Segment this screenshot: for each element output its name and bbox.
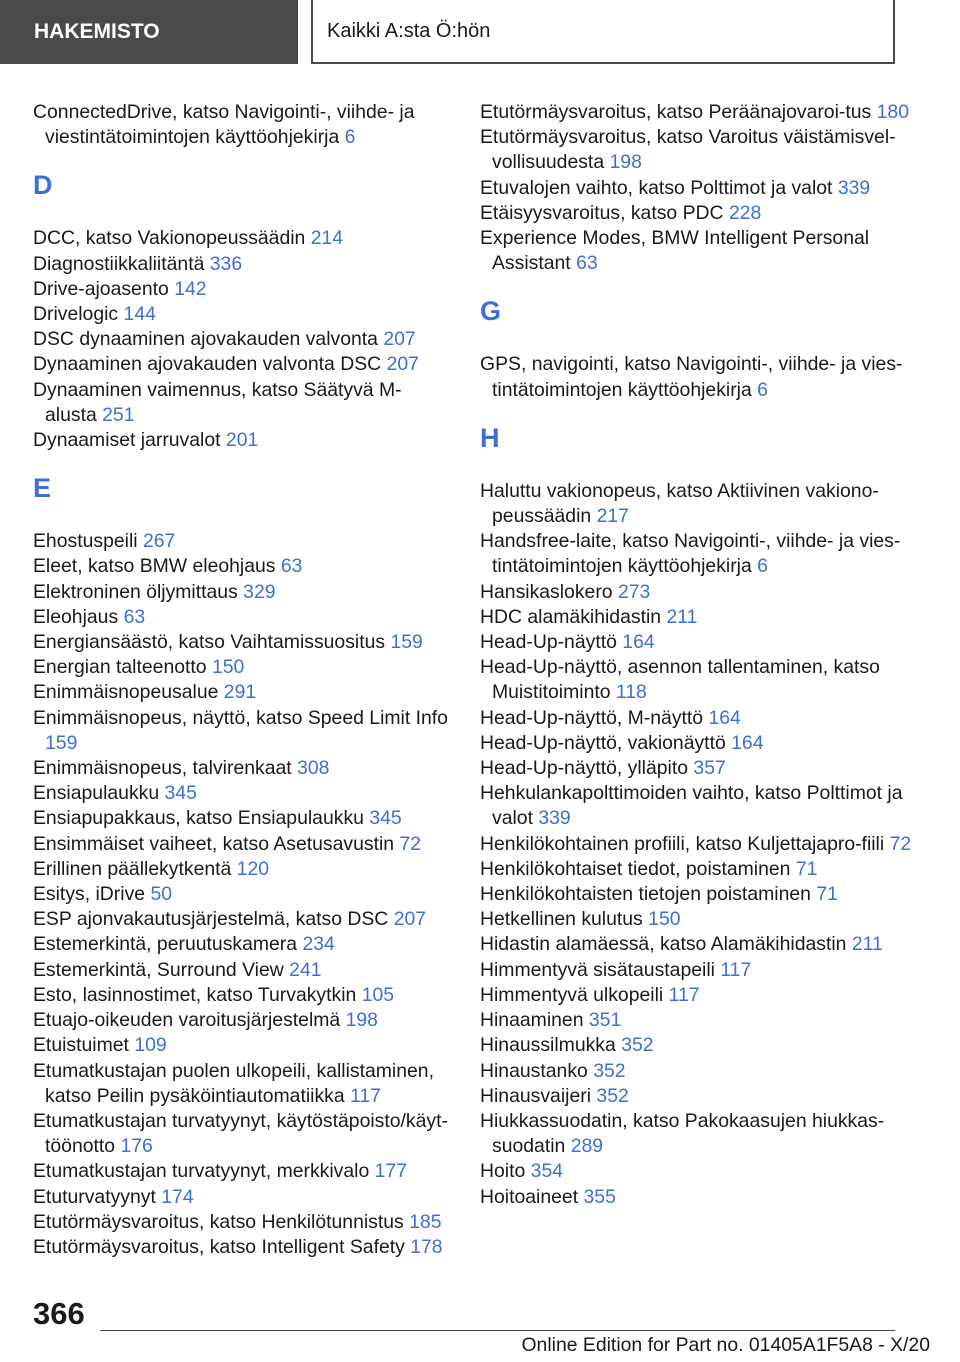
- index-entry-text: Head-Up-näyttö, ylläpito: [480, 757, 689, 780]
- index-entry: [33, 655, 453, 680]
- index-entry-text: Etutörmäysvaroitus, katso Henkilötunnistus: [33, 1210, 404, 1233]
- index-entry-text: Experience Modes, BMW Intelligent Personal Assistant: [480, 227, 870, 275]
- index-entry: [33, 1210, 453, 1235]
- index-entry-text: ConnectedDrive, katso Navigointi-, viihde- ja viestintätoimintojen käyttöohjekirja: [33, 101, 415, 149]
- index-entry-text: Diagnostiikkaliitäntä: [33, 252, 205, 275]
- index-entry-text: Esto, lasinnostimet, katso Turvakytkin: [33, 983, 357, 1006]
- index-entry: [33, 1235, 453, 1260]
- index-entry: [33, 1008, 453, 1033]
- page-reference-link[interactable]: 105: [361, 983, 395, 1006]
- index-entry: [33, 983, 453, 1008]
- page-reference-link[interactable]: 159: [45, 731, 78, 754]
- index-entry-text: Ensimmäiset vaiheet, katso Asetusavustin: [33, 832, 395, 855]
- index-entry-text: Energiansäästö, katso Vaihtamissuositus: [33, 631, 386, 654]
- page-reference-link[interactable]: 228: [728, 201, 762, 224]
- index-entry-text: Ehostuspeili: [33, 530, 138, 553]
- index-entry: [480, 907, 920, 932]
- page-reference-link[interactable]: 207: [383, 328, 416, 351]
- page-reference-link[interactable]: 289: [570, 1135, 604, 1158]
- index-entry: [33, 580, 453, 605]
- page-reference-link[interactable]: 164: [731, 731, 764, 754]
- index-entry-text: Drive-ajoasento: [33, 277, 169, 300]
- page-reference-link[interactable]: 211: [851, 933, 883, 956]
- index-entry: [33, 907, 453, 932]
- index-entry-text: Dynaaminen vaimennus, katso Säätyvä M-alusta: [33, 378, 402, 426]
- index-entry: [480, 176, 920, 201]
- index-entry-text: Estemerkintä, peruutuskamera: [33, 933, 298, 956]
- index-entry-text: Head-Up-näyttö: [480, 631, 617, 654]
- index-entry-text: Elektroninen öljymittaus: [33, 580, 238, 603]
- page-reference-link[interactable]: 176: [120, 1135, 153, 1158]
- page-reference-link[interactable]: 63: [576, 252, 598, 275]
- index-entry-text: Dynaamiset jarruvalot: [33, 429, 221, 452]
- index-letter-heading: H: [480, 422, 500, 453]
- index-entry: [33, 680, 453, 705]
- index-entry: [480, 1008, 920, 1033]
- page-reference-link[interactable]: 71: [795, 857, 818, 880]
- footer-divider: [100, 1330, 895, 1331]
- page-reference-link[interactable]: 198: [609, 151, 642, 174]
- index-entry-text: Etuistuimet: [33, 1034, 129, 1057]
- page-reference-link[interactable]: 164: [708, 706, 741, 729]
- page-reference-link[interactable]: 150: [648, 908, 681, 931]
- page-number: 366: [33, 1296, 85, 1331]
- page-reference-link[interactable]: 120: [236, 857, 270, 880]
- index-entry: [480, 832, 920, 857]
- index-entry: [33, 806, 453, 831]
- index-entry-text: Haluttu vakionopeus, katso Aktiivinen vakiono-peussäädin: [480, 479, 879, 528]
- index-entry: [33, 529, 453, 554]
- index-entry: [480, 201, 920, 226]
- page-reference-link[interactable]: 142: [174, 277, 207, 300]
- index-entry-text: Esitys, iDrive: [33, 883, 146, 906]
- index-entry-text: Enimmäisnopeusalue: [33, 681, 219, 704]
- index-entry: [480, 756, 920, 781]
- index-entry: [33, 226, 453, 251]
- index-entry: [480, 781, 920, 831]
- page-reference-link[interactable]: 144: [123, 303, 156, 326]
- index-entry: [33, 756, 453, 781]
- index-entry-text: Etumatkustajan puolen ulkopeili, kallistaminen, katso Peilin pysäköintiautomatiikka: [33, 1059, 434, 1107]
- page-reference-link[interactable]: 267: [142, 530, 176, 553]
- index-letter-heading: G: [480, 296, 502, 327]
- index-entry: [33, 428, 453, 453]
- page-reference-link[interactable]: 329: [243, 580, 276, 603]
- index-entry: [480, 857, 920, 882]
- index-entry: [33, 882, 453, 907]
- index-entry: [33, 252, 453, 277]
- index-entry-text: Etutörmäysvaroitus, katso Peräänajovaroi-tus: [480, 101, 872, 123]
- index-entry: [33, 857, 453, 882]
- page-reference-link[interactable]: 351: [588, 1009, 622, 1032]
- page-reference-link[interactable]: 214: [310, 227, 344, 250]
- index-entry-text: ESP ajonvakautusjärjestelmä, katso DSC: [33, 908, 389, 931]
- page-reference-link[interactable]: 159: [390, 631, 423, 654]
- index-entry: [480, 882, 920, 907]
- index-entry-text: Hehkulankapolttimoiden vaihto, katso Polttimot ja valot: [480, 782, 903, 830]
- page-reference-link[interactable]: 308: [297, 757, 330, 780]
- page-reference-link[interactable]: 355: [583, 1185, 616, 1208]
- index-entry: [480, 983, 920, 1008]
- page-reference-link[interactable]: 207: [386, 353, 419, 376]
- index-entry-text: Ensiapulaukku: [33, 782, 160, 805]
- index-entry-text: Energian talteenotto: [33, 656, 207, 679]
- index-entry-text: Handsfree-laite, katso Navigointi-, viihde- ja vies-tintätoimintojen käyttöohjekirja: [480, 530, 901, 578]
- index-entry: [480, 605, 920, 630]
- index-entry-text: HDC alamäkihidastin: [480, 605, 662, 628]
- index-entry-text: Hetkellinen kulutus: [480, 908, 643, 931]
- page-reference-link[interactable]: 354: [530, 1160, 564, 1183]
- page-reference-link[interactable]: 72: [399, 832, 422, 855]
- page-reference-link[interactable]: 339: [837, 176, 871, 199]
- page-reference-link[interactable]: 177: [374, 1160, 407, 1183]
- page-reference-link[interactable]: 178: [410, 1235, 443, 1258]
- index-column-right: [480, 100, 920, 1210]
- page-reference-link[interactable]: 117: [720, 958, 752, 981]
- index-entry-text: Hinaaminen: [480, 1009, 584, 1032]
- page-reference-link[interactable]: 150: [211, 656, 245, 679]
- index-entry-text: Etuajo-oikeuden varoitusjärjestelmä: [33, 1009, 341, 1032]
- page-reference-link[interactable]: 50: [150, 883, 173, 906]
- page-reference-link[interactable]: 198: [345, 1009, 378, 1032]
- index-entry-text: Hansikaslokero: [480, 580, 613, 603]
- page-reference-link[interactable]: 164: [622, 631, 655, 654]
- page-reference-link[interactable]: 117: [668, 983, 700, 1006]
- page-reference-link[interactable]: 217: [596, 505, 629, 528]
- index-entry-text: Hoitoaineet: [480, 1185, 579, 1208]
- index-entry: [33, 781, 453, 806]
- index-entry-text: GPS, navigointi, katso Navigointi-, viihde- ja vies-tintätoimintojen käyttöohjekirja: [480, 353, 903, 401]
- index-entry-text: Estemerkintä, Surround View: [33, 958, 284, 981]
- index-entry-text: Head-Up-näyttö, asennon tallentaminen, katso Muistitoiminto: [480, 656, 880, 704]
- index-entry-text: Etuturvatyynyt: [33, 1185, 156, 1208]
- index-entry: [33, 832, 453, 857]
- index-entry-text: Etumatkustajan turvatyynyt, merkkivalo: [33, 1160, 370, 1183]
- page-reference-link[interactable]: 352: [596, 1084, 629, 1107]
- page-reference-link[interactable]: 6: [757, 378, 768, 401]
- index-entry: [480, 958, 920, 983]
- page-reference-link[interactable]: 6: [344, 126, 356, 149]
- index-entry: [480, 655, 920, 705]
- page-reference-link[interactable]: 201: [225, 429, 259, 452]
- subtitle-tab[interactable]: Kaikki A:sta Ö:hön: [311, 0, 895, 64]
- page-reference-link[interactable]: 291: [223, 681, 257, 704]
- index-entry: [33, 1109, 453, 1159]
- index-entry: [33, 706, 453, 756]
- index-entry: [480, 226, 920, 276]
- index-entry-text: Hinaustanko: [480, 1059, 588, 1082]
- index-entry-text: Henkilökohtaiset tiedot, poistaminen: [480, 857, 791, 880]
- index-entry: [480, 932, 920, 957]
- index-entry: [480, 125, 920, 175]
- index-entry-text: Himmentyvä ulkopeili: [480, 983, 664, 1006]
- index-entry-text: Henkilökohtainen profiili, katso Kuljettajapro-fiili: [480, 832, 885, 855]
- index-entry-text: Etutörmäysvaroitus, katso Varoitus väistämisvel-vollisuudesta: [480, 126, 896, 174]
- index-entry: [480, 1033, 920, 1058]
- page-reference-link[interactable]: 174: [161, 1185, 194, 1208]
- index-entry: [33, 327, 453, 352]
- page-reference-link[interactable]: 357: [693, 757, 726, 780]
- page-reference-link[interactable]: 207: [393, 908, 427, 931]
- index-entry-text: Head-Up-näyttö, vakionäyttö: [480, 731, 726, 754]
- index-entry: [480, 706, 920, 731]
- index-entry-text: Dynaaminen ajovakauden valvonta DSC: [33, 353, 382, 376]
- page-reference-link[interactable]: 345: [369, 807, 402, 830]
- page-reference-link[interactable]: 6: [757, 555, 768, 578]
- page-reference-link[interactable]: 339: [538, 807, 571, 830]
- index-entry: [33, 352, 453, 377]
- index-entry-text: Etuvalojen vaihto, katso Polttimot ja valot: [480, 176, 833, 199]
- index-entry-text: DCC, katso Vakionopeussäädin: [33, 227, 306, 250]
- index-entry-text: Henkilökohtaisten tietojen poistaminen: [480, 883, 811, 906]
- index-entry: [33, 100, 453, 150]
- index-entry-text: Hidastin alamäessä, katso Alamäkihidastin: [480, 933, 847, 956]
- index-entry: [33, 554, 453, 579]
- index-entry-text: Etäisyysvaroitus, katso PDC: [480, 201, 724, 224]
- index-entry: [33, 1033, 453, 1058]
- page-reference-link[interactable]: 352: [593, 1059, 626, 1082]
- index-entry-text: Head-Up-näyttö, M-näyttö: [480, 706, 704, 729]
- index-entry: [480, 1185, 920, 1210]
- index-letter-heading: D: [33, 170, 53, 201]
- index-entry-text: Hiukkassuodatin, katso Pakokaasujen hiukkas-suodatin: [480, 1109, 885, 1158]
- index-entry-text: Etumatkustajan turvatyynyt, käytöstäpoisto/käyt-töönotto: [33, 1109, 448, 1158]
- page-reference-link[interactable]: 336: [209, 252, 243, 275]
- index-entry: [33, 302, 453, 327]
- index-entry-text: Ensiapupakkaus, katso Ensiapulaukku: [33, 807, 364, 830]
- page-reference-link[interactable]: 211: [666, 605, 698, 628]
- page-reference-link[interactable]: 180: [876, 101, 909, 123]
- index-entry: [480, 580, 920, 605]
- index-entry: [33, 277, 453, 302]
- page-reference-link[interactable]: 241: [289, 958, 322, 981]
- index-letter-heading: E: [33, 473, 52, 504]
- index-entry-text: DSC dynaaminen ajovakauden valvonta: [33, 328, 378, 351]
- index-entry: [480, 1109, 920, 1159]
- index-entry-text: Hoito: [480, 1160, 526, 1183]
- index-entry: [33, 932, 453, 957]
- index-entry-text: Hinausvaijeri: [480, 1084, 592, 1107]
- index-entry-text: Etutörmäysvaroitus, katso Intelligent Safety: [33, 1235, 405, 1258]
- index-entry: [480, 630, 920, 655]
- page-reference-link[interactable]: 117: [350, 1084, 381, 1107]
- index-entry: [480, 1159, 920, 1184]
- page-reference-link[interactable]: 71: [816, 883, 838, 906]
- index-entry: [33, 1185, 453, 1210]
- index-entry-text: Himmentyvä sisätaustapeili: [480, 958, 715, 981]
- header: [0, 0, 960, 66]
- index-entry: [480, 1059, 920, 1084]
- index-entry: [33, 1159, 453, 1184]
- page-reference-link[interactable]: 118: [615, 681, 647, 704]
- page-reference-link[interactable]: 345: [164, 782, 197, 805]
- page-reference-link[interactable]: 63: [280, 555, 303, 578]
- section-tab[interactable]: HAKEMISTO: [0, 0, 298, 64]
- page-reference-link[interactable]: 234: [302, 933, 335, 956]
- index-entry: [480, 731, 920, 756]
- page-reference-link[interactable]: 63: [123, 605, 146, 628]
- index-entry-text: Eleohjaus: [33, 605, 119, 628]
- page-reference-link[interactable]: 352: [621, 1034, 654, 1057]
- index-entry: [33, 958, 453, 983]
- edition-text: Online Edition for Part no. 01405A1F5A8 - X/20: [521, 1334, 930, 1356]
- index-entry: [480, 100, 920, 125]
- index-entry: [33, 630, 453, 655]
- page-reference-link[interactable]: 185: [409, 1210, 442, 1233]
- index-entry-text: Hinaussilmukka: [480, 1034, 616, 1057]
- index-entry-text: Enimmäisnopeus, näyttö, katso Speed Limit Info: [33, 706, 448, 729]
- index-entry: [480, 479, 920, 529]
- index-entry-text: Eleet, katso BMW eleohjaus: [33, 555, 276, 578]
- index-entry: [33, 1059, 453, 1109]
- page-reference-link[interactable]: 273: [617, 580, 651, 603]
- page-reference-link[interactable]: 72: [889, 832, 912, 855]
- page-reference-link[interactable]: 251: [102, 403, 135, 426]
- index-entry: [480, 352, 920, 402]
- page-reference-link[interactable]: 109: [134, 1034, 167, 1057]
- index-entry-text: Enimmäisnopeus, talvirenkaat: [33, 757, 292, 780]
- index-entry-text: Drivelogic: [33, 303, 119, 326]
- index-entry: [33, 605, 453, 630]
- index-entry: [480, 1084, 920, 1109]
- index-column-left: [33, 100, 453, 1260]
- index-entry: [480, 529, 920, 579]
- index-entry-text: Erillinen päällekytkentä: [33, 857, 232, 880]
- index-entry: [33, 378, 453, 428]
